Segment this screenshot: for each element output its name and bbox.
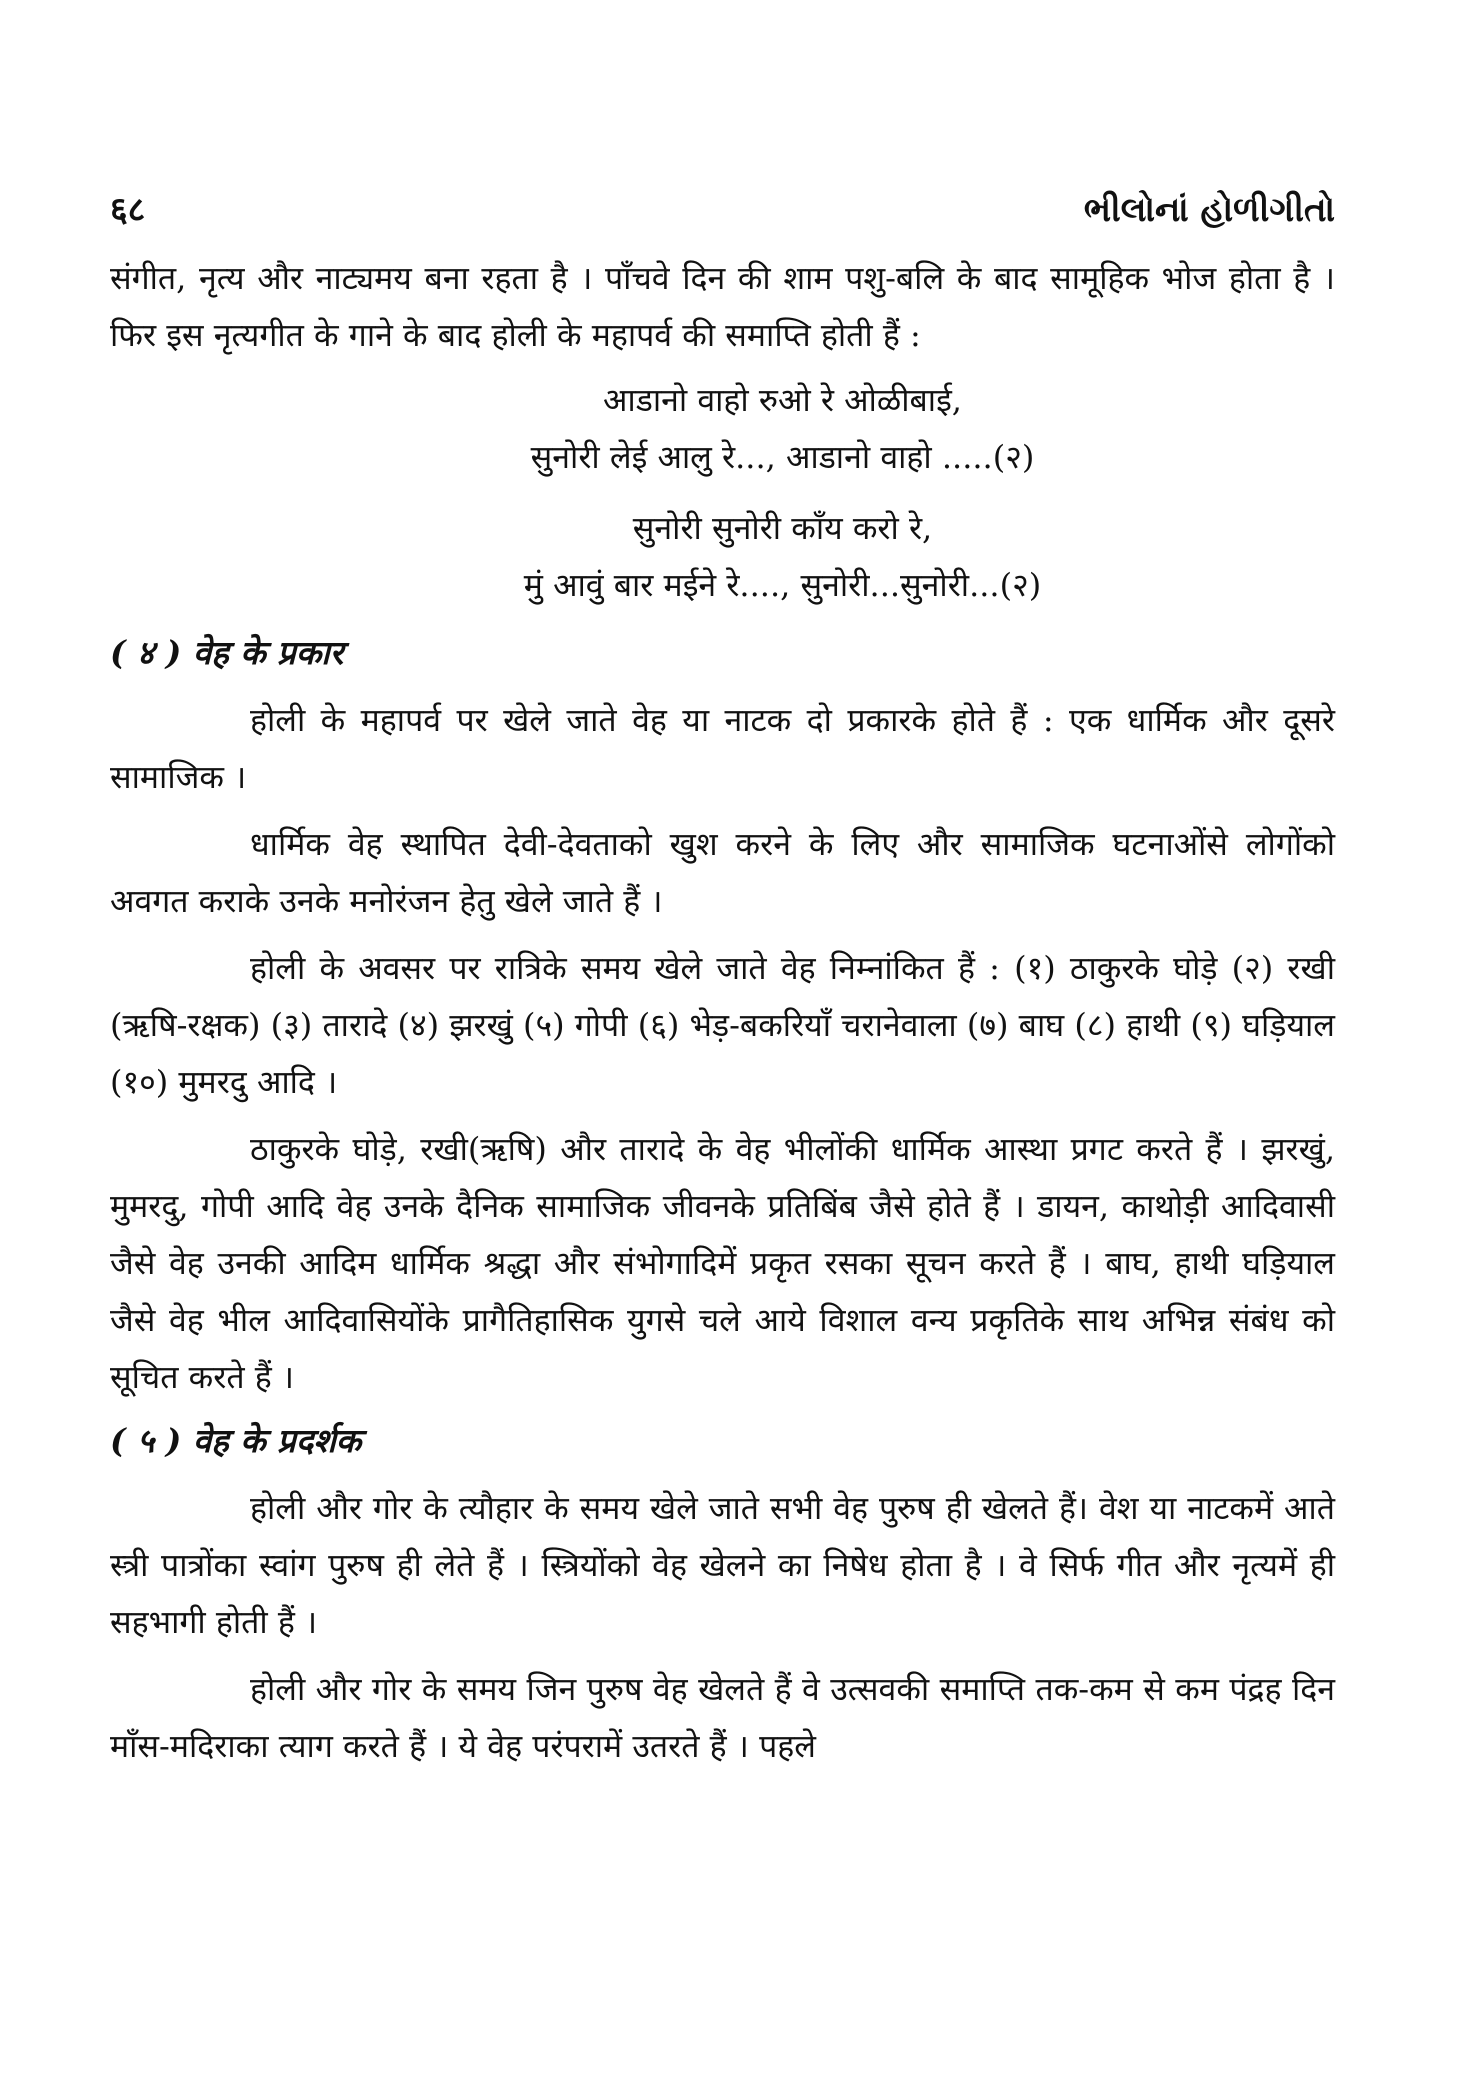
paragraph: होली के महापर्व पर खेले जाते वेह या नाटक दो प्रकारके होते हैं : एक धार्मिक और दूसरे सामाजिक । [110,701,1335,796]
running-title: ભીલોનાં હોળીગીતો [1083,190,1335,230]
verse-line: सुनोरी लेई आलु रे..., आडानो वाहो .....(२) [530,438,1035,476]
verse-line: मुं आवुं बार मईने रे...., सुनोरी...सुनोरी...(२) [523,566,1042,604]
paragraph: होली और गोर के समय जिन पुरुष वेह खेलते हैं वे उत्सवकी समाप्ति तक-कम से कम पंद्रह दिन माँस-मदिराका त्याग करते हैं । ये वेह परंपरामें उतरते हैं । पहले [110,1670,1335,1765]
paragraph: होली और गोर के त्यौहार के समय खेले जाते सभी वेह पुरुष ही खेलते हैं। वेश या नाटकमें आते स्त्री पात्रोंका स्वांग पुरुष ही लेते हैं । स्त्रियोंको वेह खेलने का निषेध होता है । वे सिर्फ गीत और नृत्यमें ही सहभागी होती हैं । [110,1489,1335,1641]
intro-paragraph: संगीत, नृत्य और नाट्यमय बना रहता है । पाँचवे दिन की शाम पशु-बलि के बाद सामूहिक भोज होता है । फिर इस नृत्यगीत के गाने के बाद होली के महापर्व की समाप्ति होती हैं : [110,259,1335,354]
section-heading-4: ( ४ ) वेह के प्रकार [110,633,344,672]
paragraph: धार्मिक वेह स्थापित देवी-देवताको खुश करने के लिए और सामाजिक घटनाओंसे लोगोंको अवगत कराके उनके मनोरंजन हेतु खेले जाते हैं । [110,825,1335,920]
verse-line: सुनोरी सुनोरी काँय करो रे, [632,509,933,547]
song-verse [110,372,1335,614]
paragraph: होली के अवसर पर रात्रिके समय खेले जाते वेह निम्नांकित हैं : (१) ठाकुरके घोड़े (२) रखी (ऋषि-रक्षक) (३) तारादे (४) झरखुं (५) गोपी (६) भेड़-बकरियाँ चरानेवाला (७) बाघ (८) हाथी (९) घड़ियाल (१०) मुमरदु आदि । [110,949,1335,1101]
document-page [110,185,1335,1775]
verse-line: आडानो वाहो रुओ रे ओळीबाई, [603,381,962,419]
paragraph: ठाकुरके घोड़े, रखी(ऋषि) और तारादे के वेह भीलोंकी धार्मिक आस्था प्रगट करते हैं । झरखुं, मुमरदु, गोपी आदि वेह उनके दैनिक सामाजिक जीवनके प्रतिबिंब जैसे होते हैं । डायन, काथोड़ी आदिवासी जैसे वेह उनकी आदिम धार्मिक श्रद्धा और संभोगादिमें प्रकृत रसका सूचन करते हैं । बाघ, हाथी घड़ियाल जैसे वेह भील आदिवासियोंके प्रागैतिहासिक युगसे चले आये विशाल वन्य प्रकृतिके साथ अभिन्न संबंध को सूचित करते हैं । [110,1130,1335,1396]
page-number: ६८ [110,190,146,230]
page-header [110,185,1335,240]
section-heading-5: ( ५ ) वेह के प्रदर्शक [110,1421,362,1460]
